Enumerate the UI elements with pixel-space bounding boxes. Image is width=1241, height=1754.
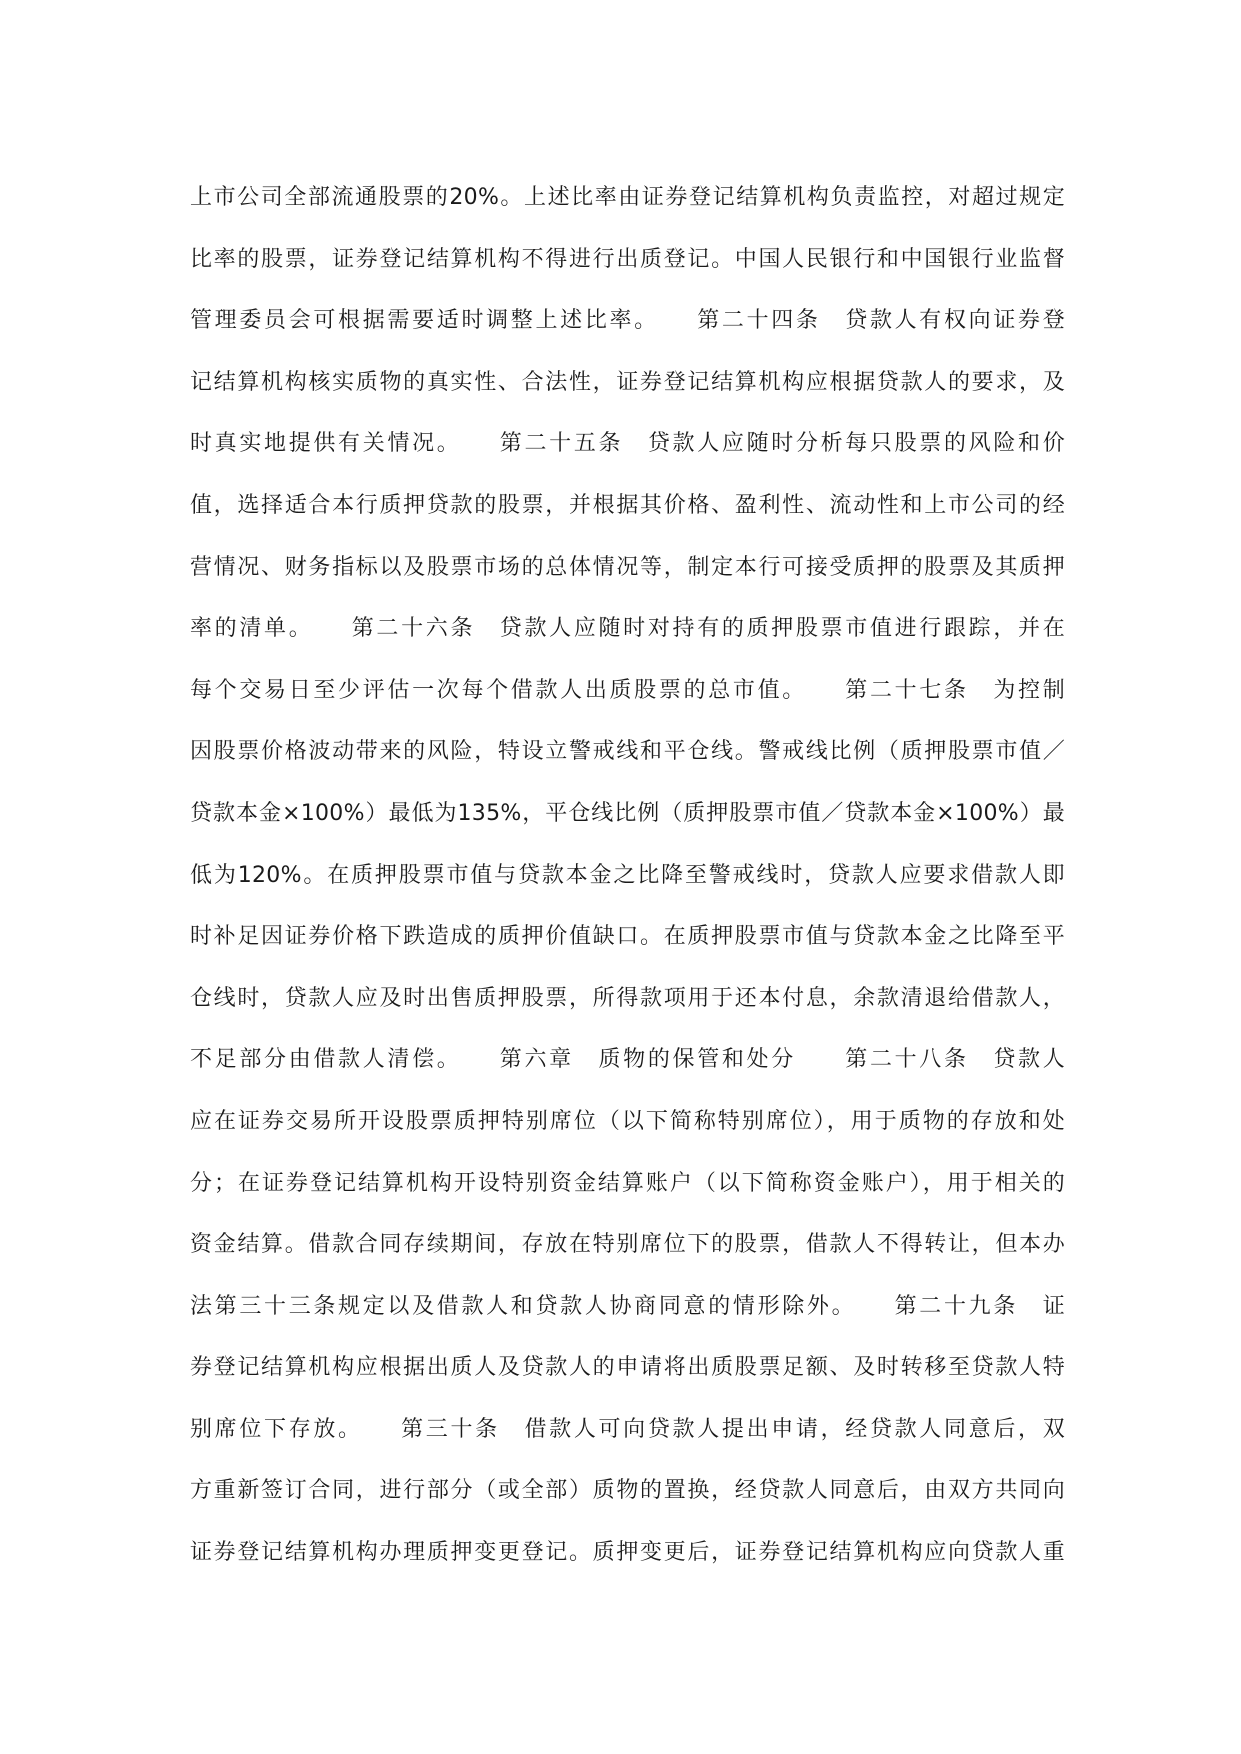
body-text: [190, 178, 1065, 1595]
text-line-23: 证券登记结算机构办理质押变更登记。质押变更后，证券登记结算机构应向贷款人重: [190, 1540, 1065, 1566]
text-line-9: 每个交易日至少评估一次每个借款人出质股票的总市值。 第二十七条 为控制: [190, 677, 1065, 703]
text-line-21: 别席位下存放。 第三十条 借款人可向贷款人提出申请，经贷款人同意后，双: [190, 1416, 1065, 1442]
text-line-5: 时真实地提供有关情况。 第二十五条 贷款人应随时分析每只股票的风险和价: [190, 431, 1065, 457]
text-line-13: 时补足因证券价格下跌造成的质押价值缺口。在质押股票市值与贷款本金之比降至平: [190, 924, 1065, 950]
text-line-8: 率的清单。 第二十六条 贷款人应随时对持有的质押股票市值进行跟踪，并在: [190, 616, 1065, 642]
text-line-14: 仓线时，贷款人应及时出售质押股票，所得款项用于还本付息，余款清退给借款人，: [190, 985, 1065, 1011]
text-line-4: 记结算机构核实质物的真实性、合法性，证券登记结算机构应根据贷款人的要求，及: [190, 369, 1065, 395]
text-line-3: 管理委员会可根据需要适时调整上述比率。 第二十四条 贷款人有权向证券登: [190, 308, 1065, 334]
text-line-18: 资金结算。借款合同存续期间，存放在特别席位下的股票，借款人不得转让，但本办: [190, 1232, 1065, 1258]
text-line-11: 贷款本金×100%）最低为135%，平仓线比例（质押股票市值／贷款本金×100%）最: [190, 800, 1065, 826]
text-line-2: 比率的股票，证券登记结算机构不得进行出质登记。中国人民银行和中国银行业监督: [190, 246, 1065, 272]
text-line-6: 值，选择适合本行质押贷款的股票，并根据其价格、盈利性、流动性和上市公司的经: [190, 492, 1065, 518]
text-line-10: 因股票价格波动带来的风险，特设立警戒线和平仓线。警戒线比例（质押股票市值／: [190, 739, 1065, 765]
text-line-17: 分；在证券登记结算机构开设特别资金结算账户（以下简称资金账户），用于相关的: [190, 1170, 1065, 1196]
text-line-15: 不足部分由借款人清偿。 第六章 质物的保管和处分 第二十八条 贷款人: [190, 1047, 1065, 1073]
text-line-16: 应在证券交易所开设股票质押特别席位（以下简称特别席位），用于质物的存放和处: [190, 1108, 1065, 1134]
text-line-22: 方重新签订合同，进行部分（或全部）质物的置换，经贷款人同意后，由双方共同向: [190, 1478, 1065, 1504]
text-line-12: 低为120%。在质押股票市值与贷款本金之比降至警戒线时，贷款人应要求借款人即: [190, 862, 1065, 888]
text-line-1: 上市公司全部流通股票的20%。上述比率由证券登记结算机构负责监控，对超过规定: [190, 185, 1065, 210]
text-line-19: 法第三十三条规定以及借款人和贷款人协商同意的情形除外。 第二十九条 证: [190, 1293, 1065, 1319]
text-line-20: 券登记结算机构应根据出质人及贷款人的申请将出质股票足额、及时转移至贷款人特: [190, 1355, 1065, 1381]
text-line-7: 营情况、财务指标以及股票市场的总体情况等，制定本行可接受质押的股票及其质押: [190, 554, 1065, 580]
